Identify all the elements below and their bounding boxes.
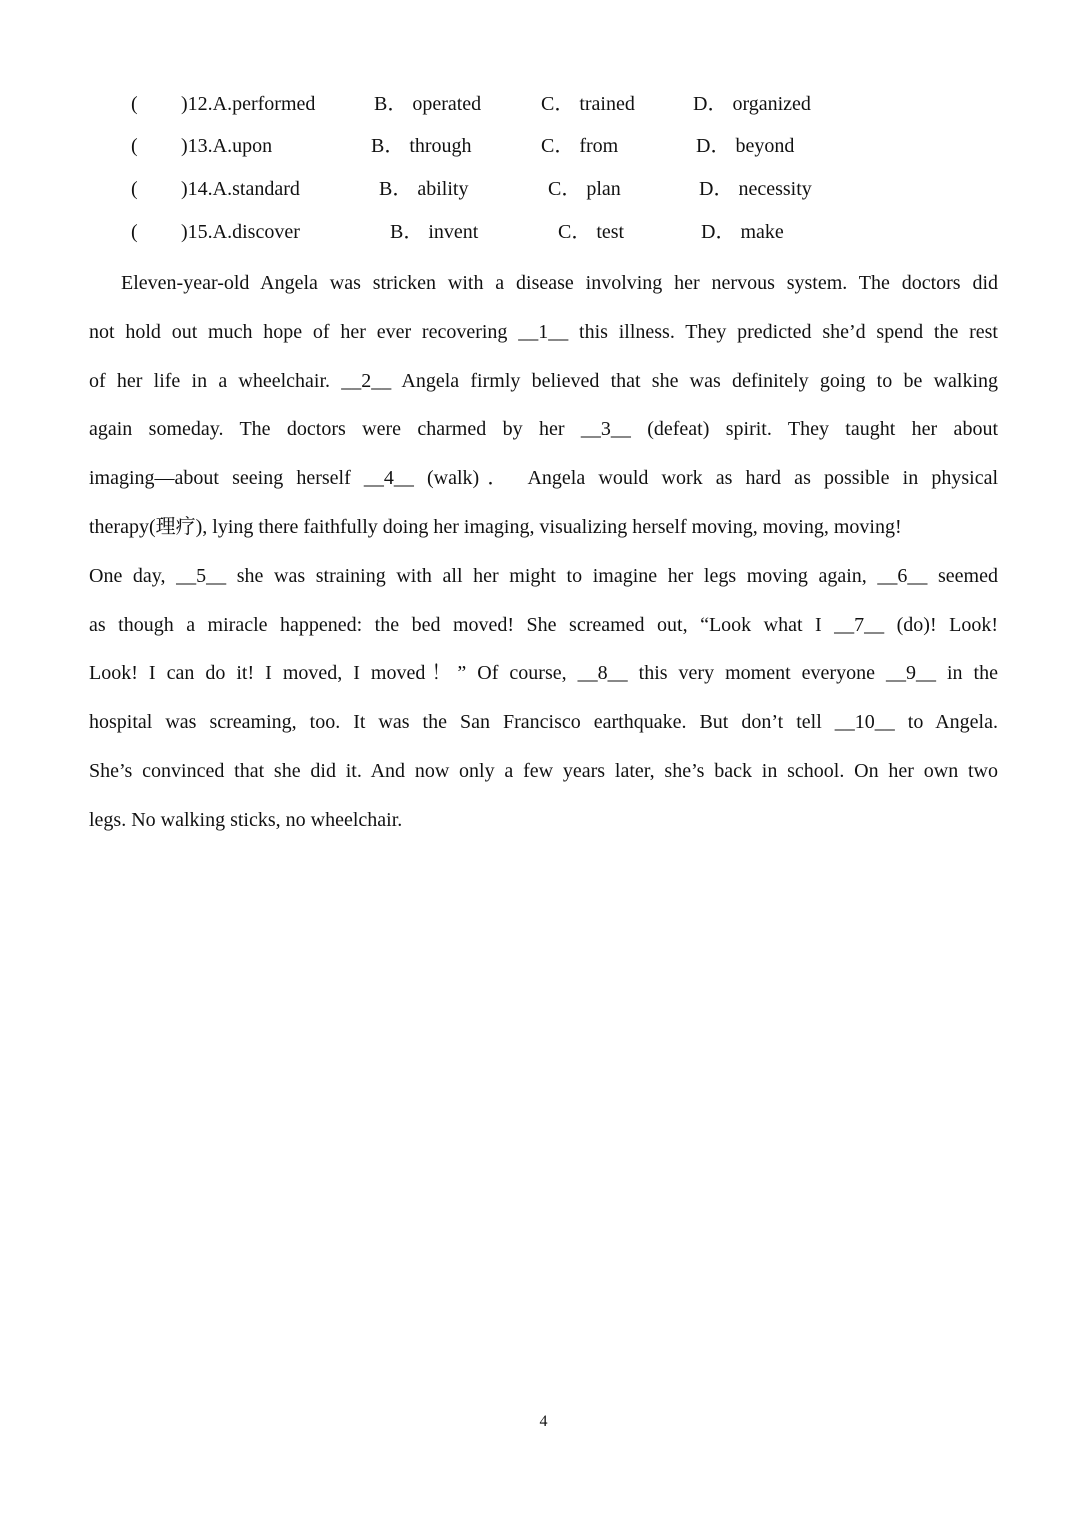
passage-line: She’s convinced that she did it. And now only a few years later, she’s back in school. On her own two	[89, 759, 998, 782]
answer-paren: (	[131, 93, 138, 115]
passage-line: One day, __5__ she was straining with all her might to imagine her legs moving again, __6__ seemed	[89, 564, 998, 587]
option-a: )12.A.performed	[181, 93, 316, 115]
option-d: D． make	[701, 221, 784, 243]
option-d: D． organized	[693, 93, 811, 115]
option-d: D． necessity	[699, 178, 812, 200]
passage-line: imaging—about seeing herself __4__ (walk)． Angela would work as hard as possible in physical	[89, 467, 998, 490]
question-12	[0, 89, 1087, 119]
option-a: )13.A.upon	[181, 135, 273, 157]
option-c: C． plan	[548, 178, 621, 200]
passage-line: of her life in a wheelchair. __2__ Angela firmly believed that she was definitely going to be walking	[89, 369, 998, 392]
answer-paren: (	[131, 178, 138, 200]
question-15	[0, 217, 1087, 247]
passage-line: therapy(理疗), lying there faithfully doing her imaging, visualizing herself moving, moving, moving!	[89, 515, 902, 538]
passage-line: as though a miracle happened: the bed moved! She screamed out, “Look what I __7__ (do)! Look!	[89, 613, 998, 636]
answer-paren: (	[131, 221, 138, 243]
option-c: C． trained	[541, 93, 635, 115]
page-number: 4	[539, 1413, 548, 1430]
option-c: C． test	[558, 221, 625, 243]
option-a: )15.A.discover	[181, 221, 300, 243]
option-b: B． operated	[374, 93, 482, 115]
option-a: )14.A.standard	[181, 178, 300, 200]
question-14	[0, 174, 1087, 204]
passage-line: not hold out much hope of her ever recovering __1__ this illness. They predicted she’d spend the rest	[89, 320, 998, 343]
question-13	[0, 131, 1087, 161]
passage-line: Look! I can do it! I moved, I moved！” Of course, __8__ this very moment everyone __9__ in the	[89, 662, 998, 685]
option-c: C． from	[541, 135, 619, 157]
passage-line: Eleven-year-old Angela was stricken with a disease involving her nervous system. The doctors did	[121, 272, 998, 294]
passage-line: hospital was screaming, too. It was the San Francisco earthquake. But don’t tell __10__ to Angela.	[89, 711, 998, 734]
passage-line: again someday. The doctors were charmed by her __3__ (defeat) spirit. They taught her about	[89, 418, 998, 441]
option-b: B． ability	[379, 178, 469, 200]
reading-passage	[89, 259, 998, 845]
passage-line: legs. No walking sticks, no wheelchair.	[89, 808, 403, 831]
answer-paren: (	[131, 135, 138, 157]
option-d: D． beyond	[696, 135, 795, 157]
option-b: B． through	[371, 135, 472, 157]
option-b: B． invent	[390, 221, 479, 243]
